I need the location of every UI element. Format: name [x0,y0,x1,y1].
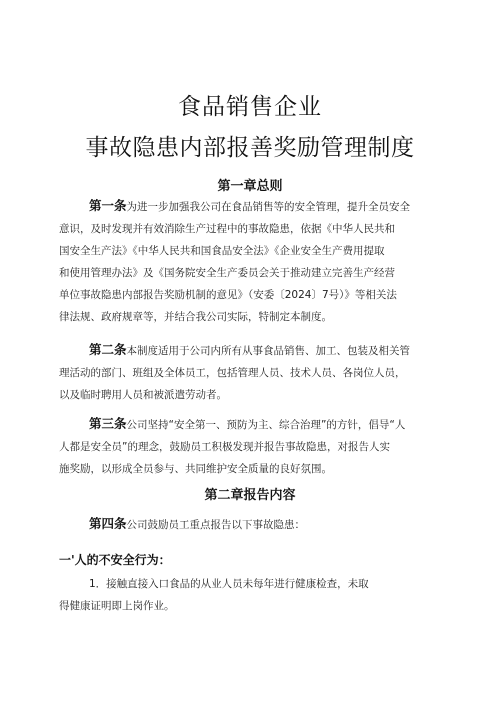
article-1-line: 单位事故隐患内部报告奖励机制的意见》（安委〔2024〕7号）》等相关法 [59,289,397,301]
article-2-line: 理活动的部门、班组及全体员工，包括管理人员、技术人员、各岗位人员， [59,367,406,379]
list-item-1 [59,573,445,617]
article-2-lead: 第二条 [89,342,127,357]
article-1-line: 和使用管理办法》及《国务院安全生产委员会关于推动建立完善生产经营 [59,267,395,279]
article-3-line: 第三条公司坚持“安全第一、预防为主、综合治理”的方针，倡导“人 [89,416,406,431]
chapter-heading-1: 第一章总则 [217,179,283,194]
article-1-line: 意识，及时发现并有效消除生产过程中的事故隐患，依据《中华人民共和 [59,223,395,235]
article-3-line: 人都是安全员”的理念，鼓励员工积极发现并报告事故隐患，对报告人实 [59,441,390,453]
section-heading-unsafe-behavior: 一'人的不安全行为： [59,553,171,567]
article-3-lead: 第三条 [89,416,127,431]
article-2-line: 以及临时聘用人员和被派遣劳动者。 [59,389,227,401]
article-4-lead: 第四条 [89,516,127,531]
article-2 [59,339,445,406]
article-3-line: 施奖励，以形成全员参与、共同维护安全质量的良好氛围。 [59,463,332,475]
list-item-1-line: 得健康证明即上岗作业。 [59,600,175,612]
list-item-1-line: 1．接触直接入口食品的从业人员未每年进行健康检查，未取 [89,578,369,590]
article-1 [59,195,445,328]
article-1-lead: 第一条 [89,198,127,213]
article-2-line: 第二条本制度适用于公司内所有从事食品销售、加工、包装及相关管 [89,342,411,357]
article-1-line: 国安全生产法》《中华人民共和国食品安全法》《企业安全生产费用提取 [59,245,385,257]
article-4-line: 第四条公司鼓励员工重点报告以下事故隐患： [89,516,306,531]
article-3 [59,413,445,480]
article-1-line: 律法规、政府规章等，并结合我公司实际，特制定本制度。 [59,311,332,323]
document-title-line2: 事故隐患内部报善奖励管理制度 [85,135,415,161]
document-title-line1: 食品销售企业 [178,94,322,120]
article-1-line: 第一条为进一步加强我公司在食品销售等的安全管理，提升全员安全 [89,198,411,213]
article-4 [59,513,445,536]
chapter-heading-2: 第二章报告内容 [204,488,296,503]
